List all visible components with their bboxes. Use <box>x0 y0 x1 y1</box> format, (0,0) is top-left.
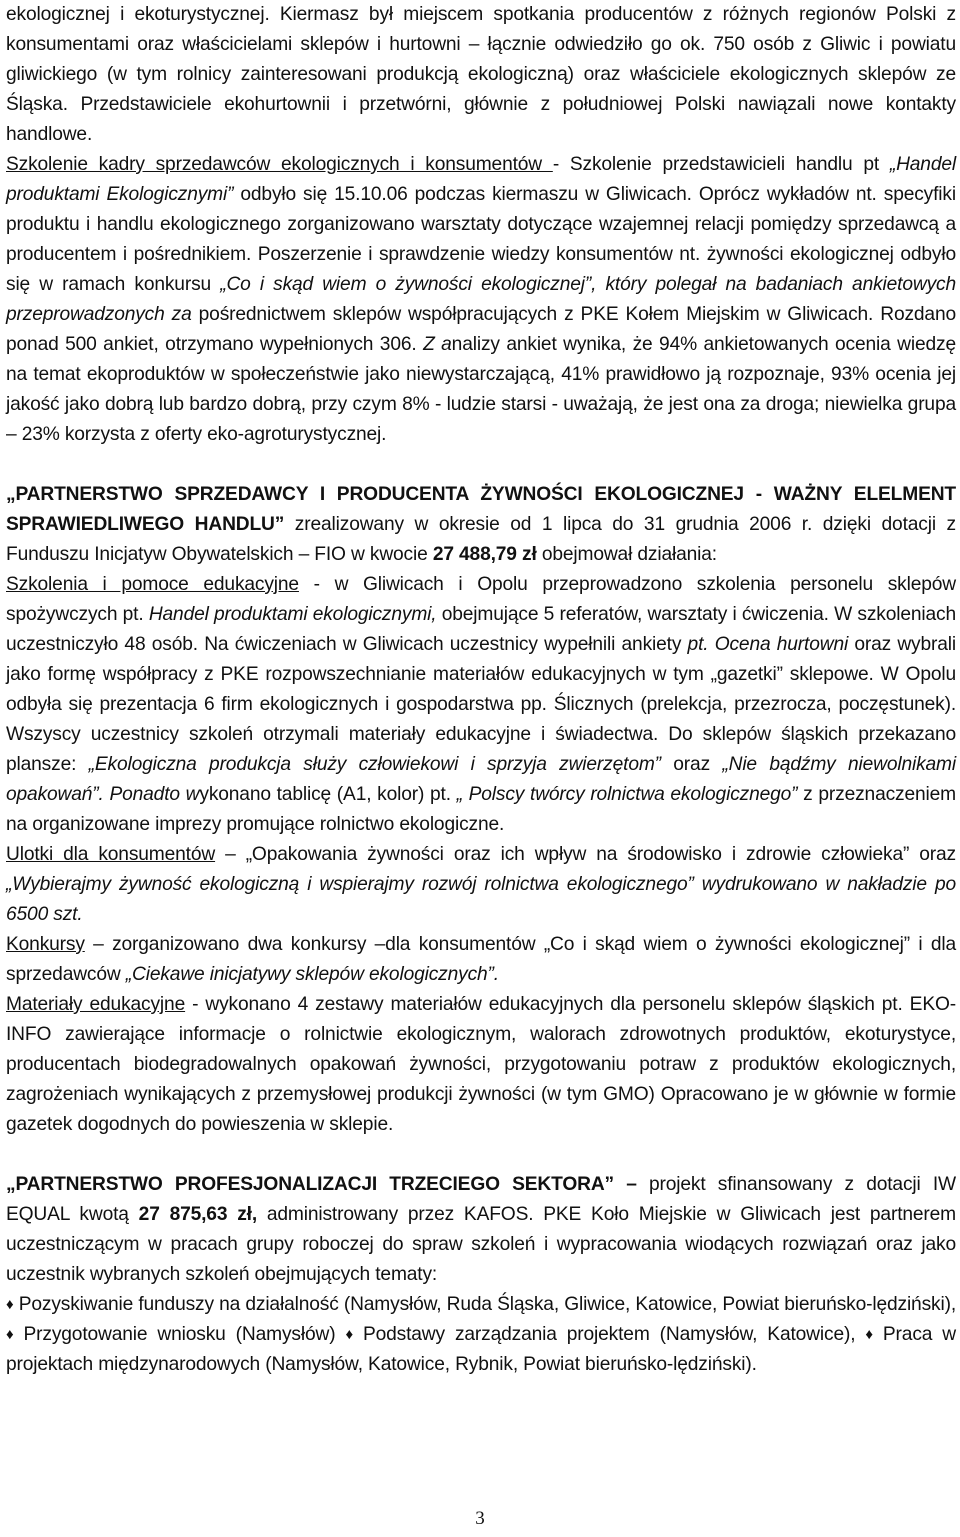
spacer <box>6 450 956 480</box>
paragraph-text: administrowany przez KAFOS. PKE Koło Miejskie w Gliwicach jest partnerem uczestniczącym w pracach grupy roboczej do spraw szkoleń i wypracowania wiodących rozwiązań oraz jako uczestnik wybranych szkoleń obejmujących tematy: <box>6 1204 957 1285</box>
document-page <box>6 0 956 1380</box>
paragraph-szkolenia <box>6 570 956 840</box>
section-heading: „PARTNERSTWO SPRZEDAWCY I PRODUCENTA ŻYWNOŚCI EKOLOGICZNEJ - WAŻNY ELELMENT SPRAWIEDLIWEGO HANDLU” <box>6 484 956 535</box>
paragraph-text: pośrednictwem sklepów współpracujących z PKE Kołem Miejskim w Gliwicach. Rozdano ponad 500 ankiet, otrzymano wypełnionych 306. <box>6 304 956 355</box>
paragraph-text: z przeznaczeniem na organizowane imprezy promujące rolnictwo ekologiczne. <box>6 784 956 835</box>
section-partnerstwo-profesjonalizacji <box>6 1170 956 1290</box>
paragraph-text: ekologicznej i ekoturystycznej. Kiermasz był miejscem spotkania producentów z różnych regionów Polski z konsumentami oraz właścicielami sklepów i hurtowni – łącznie odwiedziło go ok. 750 osób z Gliwic i powiatu gliwickiego (w tym rolnicy zainteresowani produkcją ekologiczną) oraz właściciele ekologicznych sklepów ze Śląska. Przedstawiciele ekohurtownii i przetwórni, głównie z południowej Polski nawiązali nowe kontakty handlowe. <box>6 4 956 145</box>
spacer <box>6 1140 956 1170</box>
diamond-bullet-icon: ♦ <box>6 1296 14 1313</box>
paragraph-ulotki <box>6 840 956 930</box>
paragraph-text: ykonano tablicę (A1, kolor) pt. <box>199 784 457 805</box>
paragraph-text: obejmujące 5 referatów, warsztaty i ćwiczenia. W szkoleniach uczestniczyło 48 osób. Na ćwiczeniach w Gliwicach uczestnicy wypełnili ankiety <box>6 604 956 655</box>
section-title-underlined: Szkolenie kadry sprzedawców ekologicznych i konsumentów <box>6 154 553 175</box>
paragraph-text: oraz <box>660 754 723 775</box>
italic-text: Z a <box>423 334 452 355</box>
bullet-item: Pozyskiwanie funduszy na działalność (Namysłów, Ruda Śląska, Gliwice, Katowice, Powiat bieruńsko-lędziński), <box>13 1294 956 1315</box>
bullet-item: Przygotowanie wniosku (Namysłów) <box>13 1324 336 1345</box>
section-heading: „PARTNERSTWO PROFESJONALIZACJI TRZECIEGO SEKTORA” – <box>6 1174 637 1195</box>
section-title-underlined: Konkursy <box>6 934 85 955</box>
amount-value: 27 488,79 zł <box>432 544 537 565</box>
bullet-list <box>6 1290 956 1380</box>
paragraph-text: – „Opakowania żywności oraz ich wpływ na środowisko i zdrowie człowieka” oraz <box>215 844 956 865</box>
paragraph-materialy <box>6 990 956 1140</box>
italic-title: „Wybierajmy żywność ekologiczną i wspierajmy rozwój rolnictwa ekologicznego” <box>6 874 694 895</box>
paragraph-text: - w Gliwicach i Opolu przeprowadzono szkolenia personelu sklepów spożywczych pt. <box>6 574 956 625</box>
paragraph-text: oraz wybrali jako formę współpracy z PKE rozpowszechnianie materiałów edukacyjnych w tym „gazetki” sklepowe. W Opolu odbyła się prezentacja 6 firm ekologicznych i gospodarstwa pp. Ślicznych (prelekcja, przezrocza, poczęstunek). Wszyscy uczestnicy szkoleń otrzymali materiały edukacyjne i świadectwa. Do sklepów śląskich przekazano plansze: <box>6 634 957 775</box>
paragraph-text: – zorganizowano dwa konkursy –dla konsumentów „Co i skąd wiem o żywności ekologicznej” i dla sprzedawców <box>6 934 956 985</box>
diamond-bullet-icon: ♦ <box>6 1326 14 1343</box>
bullet-item: Praca w projektach międzynarodowych (Namysłów, Katowice, Rybnik, Powiat bieruńsko-lędziński). <box>6 1324 956 1375</box>
section-title-underlined: Ulotki dla konsumentów <box>6 844 216 865</box>
italic-title: Handel produktami ekologicznymi, <box>148 604 437 625</box>
paragraph-kiermasz <box>6 0 956 150</box>
italic-title: „Ekologiczna produkcja służy człowiekowi i sprzyja zwierzętom” <box>88 754 661 775</box>
italic-title: „Handel produktami Ekologicznymi” <box>6 154 956 205</box>
italic-title: „Nie bądźmy niewolnikami opakowań”. Ponadto w <box>6 754 957 805</box>
page-number: 3 <box>475 1508 485 1529</box>
italic-title: „ Polscy twórcy rolnictwa ekologicznego” <box>456 784 798 805</box>
paragraph-text: nalizy ankiet wynika, że 94% ankietowanych ocenia wiedzę na temat ekoproduktów w społeczeństwie jako niewystarczającą, 41% prawidłowo ją rozpoznaje, 93% ocenia jej jakość jako dobrą lub bardzo dobrą, przy czym 8% - ludzie starsi - uważają, że jest ona za droga; niewielka grupa – 23% korzysta z oferty eko-agroturystycznej. <box>6 334 956 445</box>
section-partnerstwo-sprzedawcy <box>6 480 956 570</box>
italic-text: wydrukowano w nakładzie po 6500 szt. <box>6 874 956 925</box>
paragraph-konkursy <box>6 930 956 990</box>
italic-title: „Ciekawe inicjatywy sklepów ekologicznych”. <box>125 964 499 985</box>
paragraph-szkolenie-kadry <box>6 150 956 450</box>
diamond-bullet-icon: ♦ <box>345 1326 353 1343</box>
paragraph-text: zrealizowany w okresie od 1 lipca do 31 grudnia 2006 r. dzięki dotacji z Funduszu Inicjatyw Obywatelskich – FIO w kwocie <box>6 514 956 565</box>
section-title-underlined: Szkolenia i pomoce edukacyjne <box>6 574 299 595</box>
section-title-underlined: Materiały edukacyjne <box>6 994 186 1015</box>
paragraph-text: odbyło się 15.10.06 podczas kiermaszu w Gliwicach. Oprócz wykładów nt. specyfiki produktu i handlu ekologicznego zorganizowano warsztaty dotyczące wzajemnej relacji pomiędzy sprzedawcą a producentem i pośrednikiem. Poszerzenie i sprawdzenie wiedzy konsumentów nt. żywności ekologicznej odbyło się w ramach konkursu <box>6 184 956 295</box>
paragraph-text: projekt sfinansowany z dotacji IW EQUAL kwotą <box>6 1174 956 1225</box>
italic-title: „Co i skąd wiem o żywności ekologicznej”, który polegał na badaniach ankietowych przeprowadzonych za <box>6 274 956 325</box>
paragraph-text: - wykonano 4 zestawy materiałów edukacyjnych dla personelu sklepów śląskich pt. EKO-INFO zawierające informacje o rolnictwie ekologicznym, walorach zdrowotnych produktów, ekoturystyce, producentach biodegradowalnych opakowań żywności, przygotowaniu potraw z produktów ekologicznych, zagrożeniach wynikających z przemysłowej produkcji żywności (w tym GMO) Opracowano je w głównie w formie gazetek dogodnych do powieszenia w sklepie. <box>6 994 956 1135</box>
amount-value: 27 875,63 zł, <box>138 1204 258 1225</box>
paragraph-text: obejmował działania: <box>536 544 717 565</box>
paragraph-text: - Szkolenie przedstawicieli handlu pt <box>552 154 890 175</box>
italic-title: pt. Ocena hurtowni <box>687 634 849 655</box>
diamond-bullet-icon: ♦ <box>865 1326 873 1343</box>
bullet-item: Podstawy zarządzania projektem (Namysłów, Katowice), <box>352 1324 856 1345</box>
